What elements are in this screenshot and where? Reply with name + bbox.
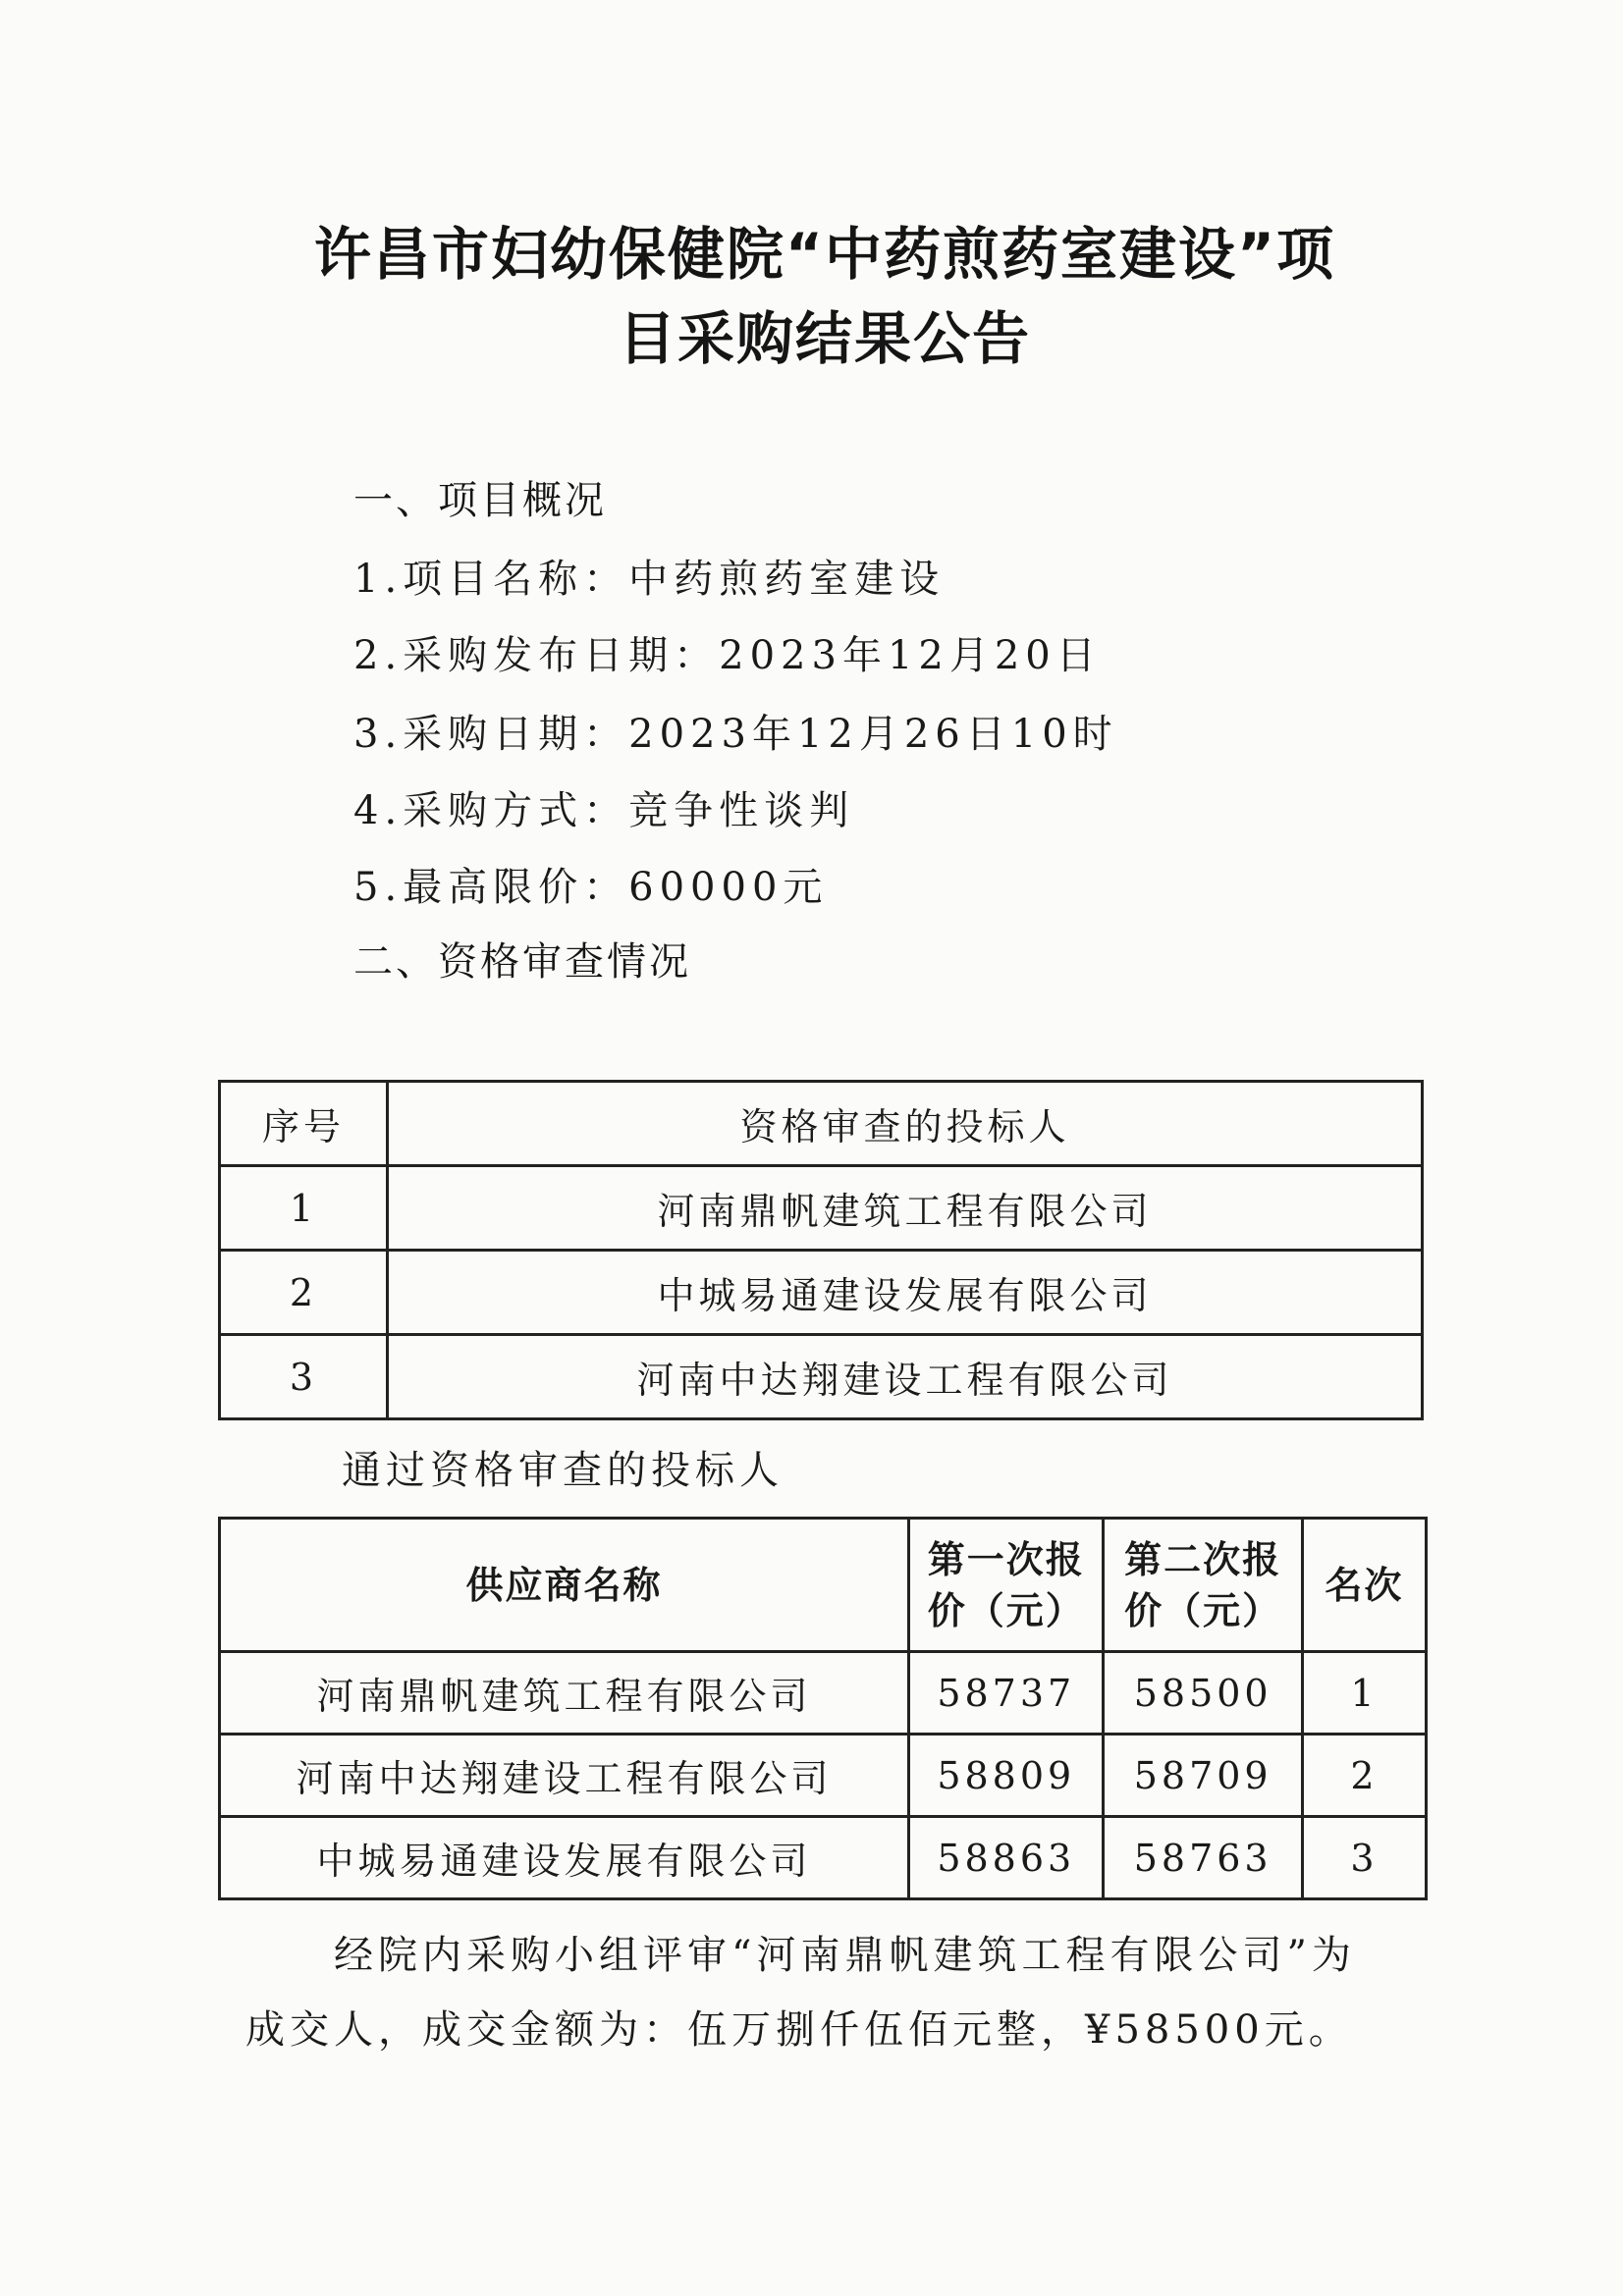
price-table [218,1517,1428,1900]
section1-heading: 一、项目概况 [353,478,607,523]
conclusion-line2: 成交人，成交金额为：伍万捌仟伍佰元整，¥58500元。 [245,2007,1353,2053]
cell-supplier: 河南中达翔建设工程有限公司 [220,1735,909,1817]
row-index: 1 [220,1166,388,1251]
document-title-line1: 许昌市妇幼保健院“中药煎药室建设”项 [313,221,1336,288]
header-index: 序号 [220,1082,388,1166]
row-index: 3 [220,1335,388,1419]
row-index: 2 [220,1251,388,1335]
table-row [220,1166,1423,1251]
cell-second-price: 58709 [1104,1735,1302,1817]
table-header-row [220,1082,1423,1166]
qualification-table [218,1080,1424,1420]
header-second-price-l2: 价（元） [1124,1588,1282,1632]
cell-first-price: 58737 [909,1652,1104,1735]
header-first-price-l2: 价（元） [927,1588,1085,1632]
item-max-price: 5.最高限价：60000元 [353,865,829,910]
table-row [220,1652,1427,1735]
table-header-row [220,1519,1427,1652]
cell-supplier: 中城易通建设发展有限公司 [220,1817,909,1899]
header-bidder: 资格审查的投标人 [388,1082,1423,1166]
item-purchase-date: 3.采购日期：2023年12月26日10时 [353,712,1118,757]
row-bidder: 河南中达翔建设工程有限公司 [388,1335,1423,1419]
header-second-price [1104,1519,1302,1652]
conclusion-line1: 经院内采购小组评审“河南鼎帆建筑工程有限公司”为 [334,1933,1356,1978]
row-bidder: 河南鼎帆建筑工程有限公司 [388,1166,1423,1251]
cell-second-price: 58500 [1104,1652,1302,1735]
header-rank: 名次 [1302,1519,1426,1652]
cell-first-price: 58863 [909,1817,1104,1899]
table-row [220,1251,1423,1335]
row-bidder: 中城易通建设发展有限公司 [388,1251,1423,1335]
item-project-name: 1.项目名称：中药煎药室建设 [353,557,946,602]
cell-supplier: 河南鼎帆建筑工程有限公司 [220,1652,909,1735]
item-publish-date: 2.采购发布日期：2023年12月20日 [353,633,1102,678]
cell-rank: 3 [1302,1817,1426,1899]
header-supplier-name: 供应商名称 [220,1519,909,1652]
cell-rank: 1 [1302,1652,1426,1735]
table-row [220,1335,1423,1419]
table-row [220,1735,1427,1817]
section2-heading: 二、资格审查情况 [353,939,691,985]
cell-first-price: 58809 [909,1735,1104,1817]
passed-caption: 通过资格审查的投标人 [342,1448,784,1493]
header-second-price-l1: 第二次报 [1124,1537,1282,1581]
cell-second-price: 58763 [1104,1817,1302,1899]
header-first-price [909,1519,1104,1652]
header-first-price-l1: 第一次报 [927,1537,1085,1581]
document-title-line2: 目采购结果公告 [618,305,1031,372]
item-purchase-method: 4.采购方式：竞争性谈判 [353,788,855,833]
cell-rank: 2 [1302,1735,1426,1817]
table-row [220,1817,1427,1899]
